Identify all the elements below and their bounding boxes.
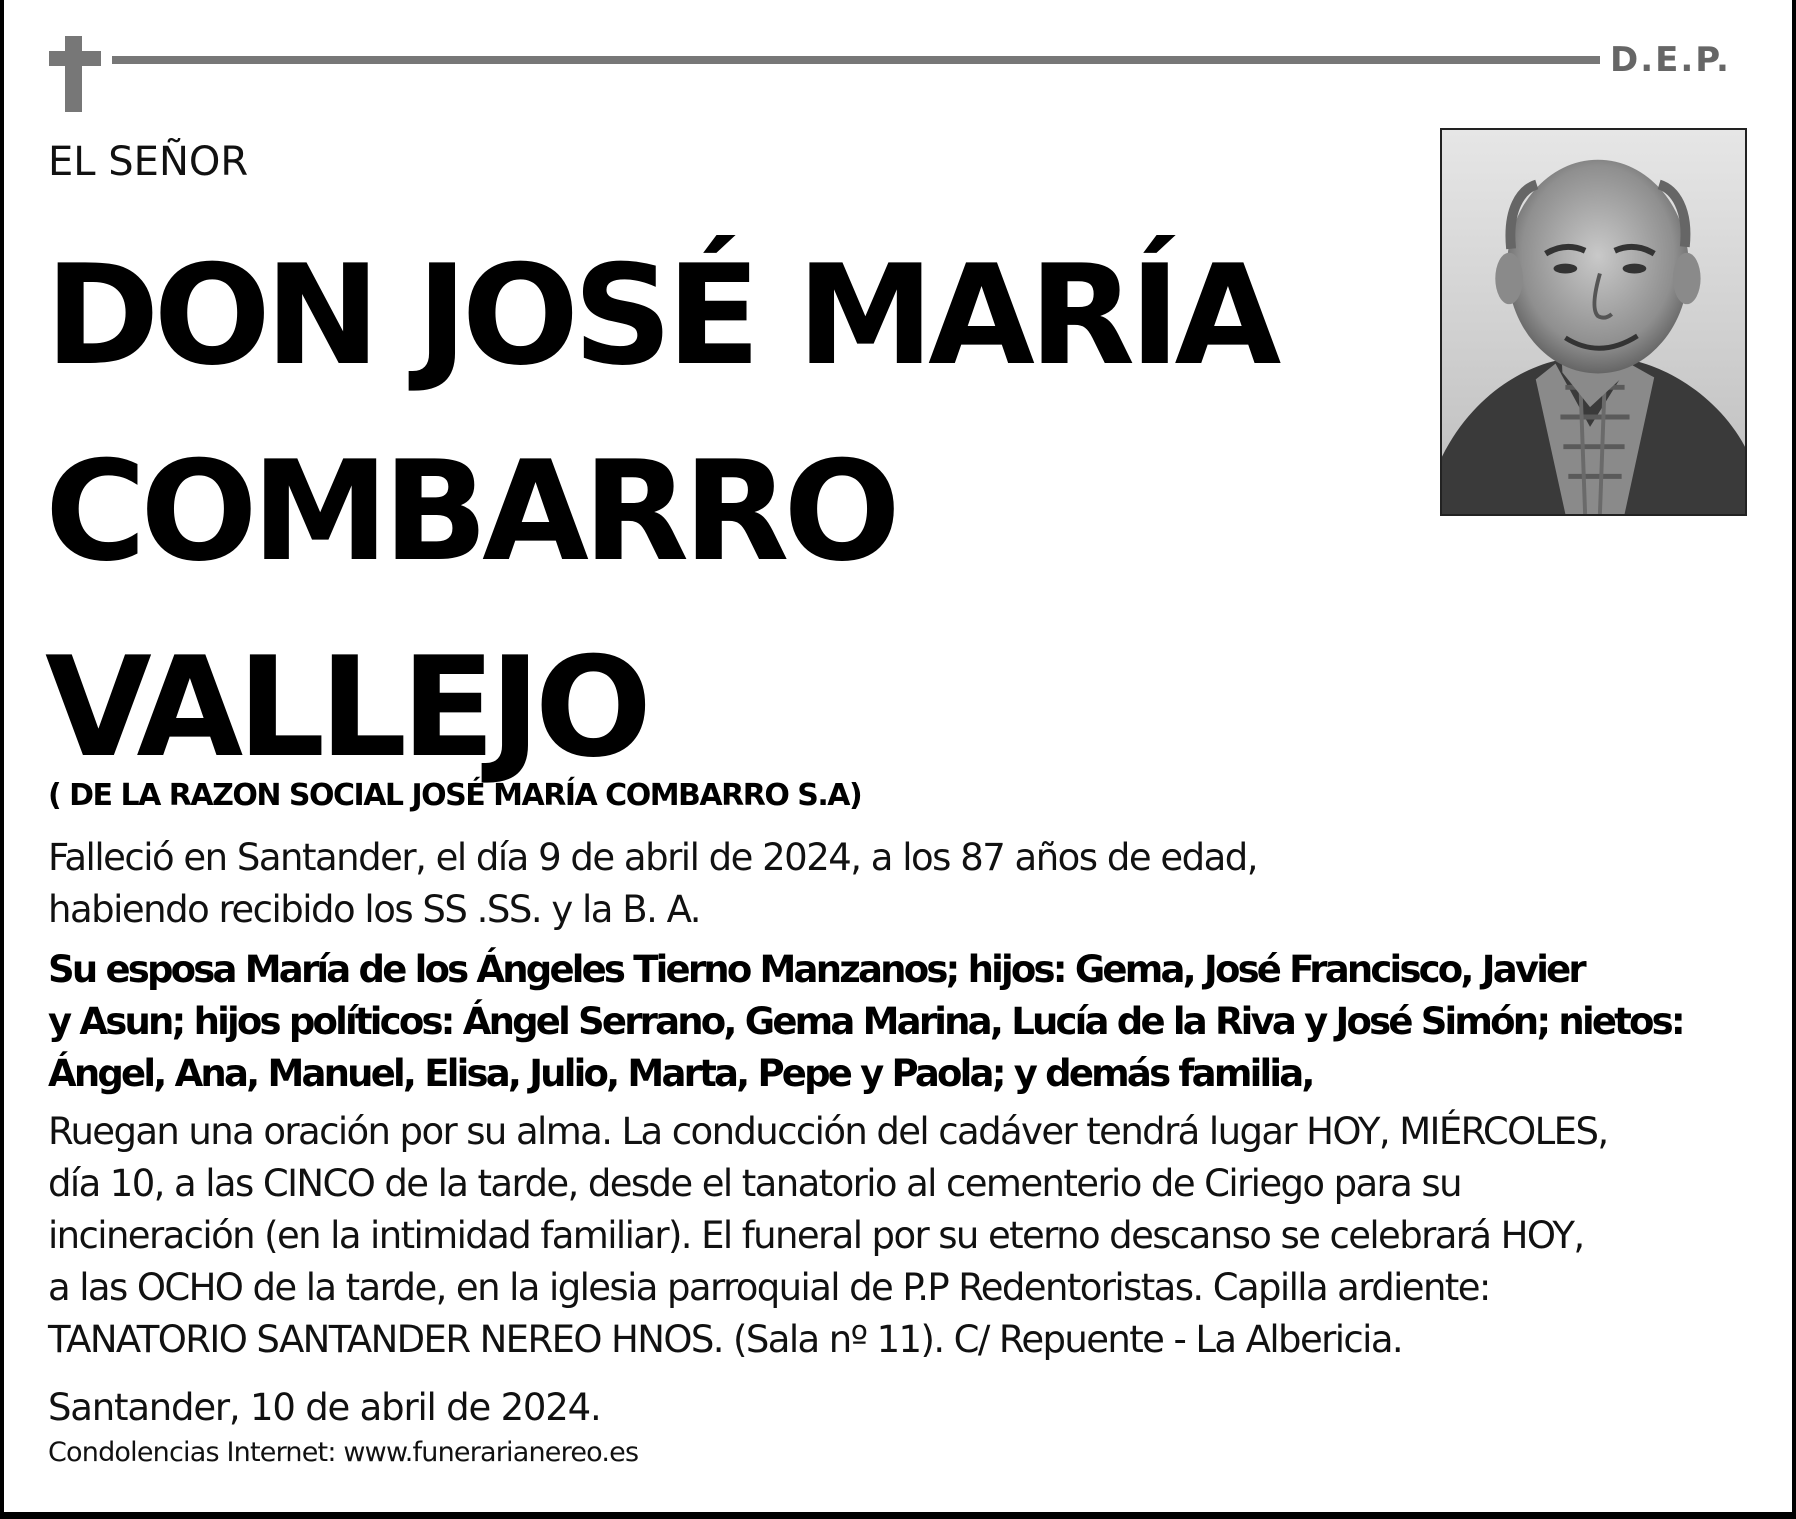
honorific-intro: EL SEÑOR	[48, 139, 249, 185]
deceased-name	[45, 218, 1395, 806]
text-line: a las OCHO de la tarde, en la iglesia parroquial de P.P Redentoristas. Capilla ardiente:	[48, 1266, 1490, 1309]
frame-border-left	[0, 0, 4, 1519]
name-line: COMBARRO	[45, 431, 895, 592]
text-line: día 10, a las CINCO de la tarde, desde el tanatorio al cementerio de Ciriego para su	[48, 1162, 1461, 1205]
text-line: TANATORIO SANTANDER NEREO HNOS. (Sala nº 11). C/ Repuente - La Albericia.	[48, 1318, 1403, 1361]
portrait-photo	[1440, 128, 1747, 516]
place-date: Santander, 10 de abril de 2024.	[48, 1386, 601, 1429]
company-note: ( DE LA RAZON SOCIAL JOSÉ MARÍA COMBARRO S.A)	[48, 778, 862, 813]
death-notice	[48, 832, 1768, 936]
header-rule	[112, 56, 1600, 64]
text-line: Ángel, Ana, Manuel, Elisa, Julio, Marta, Pepe y Paola; y demás familia,	[48, 1052, 1313, 1095]
rip-abbreviation: D.E.P.	[1610, 40, 1731, 80]
name-line: DON JOSÉ MARÍA	[45, 235, 1276, 396]
latin-cross-icon	[49, 36, 101, 112]
text-line: y Asun; hijos políticos: Ángel Serrano, Gema Marina, Lucía de la Riva y José Simón; nietos:	[48, 1000, 1683, 1043]
portrait-image	[1442, 130, 1745, 514]
text-line: Ruegan una oración por su alma. La conducción del cadáver tendrá lugar HOY, MIÉRCOLES,	[48, 1110, 1608, 1153]
ceremony-details	[48, 1106, 1768, 1366]
frame-border-right	[1792, 0, 1796, 1519]
text-line: habiendo recibido los SS .SS. y la B. A.	[48, 888, 701, 931]
text-line: incineración (en la intimidad familiar). El funeral por su eterno descanso se celebrará HOY,	[48, 1214, 1584, 1257]
family-list	[48, 944, 1768, 1100]
text-line: Falleció en Santander, el día 9 de abril de 2024, a los 87 años de edad,	[48, 836, 1258, 879]
frame-border-bottom	[0, 1512, 1796, 1519]
text-line: Su esposa María de los Ángeles Tierno Manzanos; hijos: Gema, José Francisco, Javier	[48, 948, 1584, 991]
condolences-website: Condolencias Internet: www.funerarianereo.es	[48, 1437, 639, 1468]
name-line: VALLEJO	[45, 627, 647, 788]
